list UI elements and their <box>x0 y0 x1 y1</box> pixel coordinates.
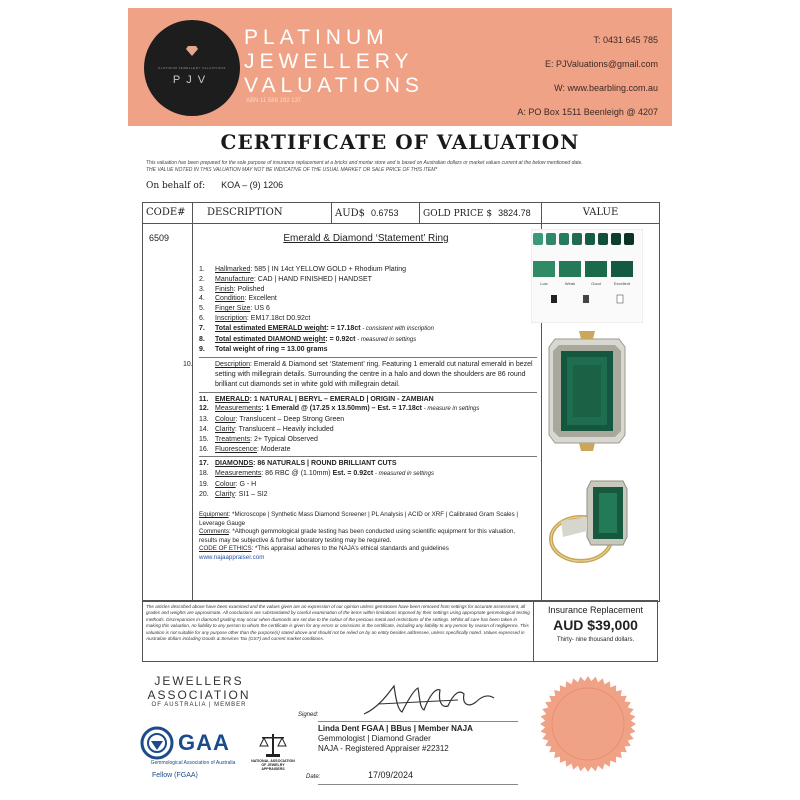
brand-line-1: PLATINUM <box>244 26 389 49</box>
equipment-note: Equipment: *Microscope | Synthetic Mass Diamond Screener | PL Analysis | ACID or XRF | Calibrated Gram Scales | Leverage Gauge <box>199 511 519 527</box>
signer-role: Gemmologist | Diamond Grader <box>318 734 431 743</box>
section-divider <box>199 357 537 358</box>
signer-details <box>318 724 473 754</box>
detail-row: 15. Treatments: 2+ Typical Observed <box>199 435 318 443</box>
company-seal <box>536 672 640 776</box>
detail-row: 16. Fluorescence: Moderate <box>199 445 291 453</box>
detail-row: 17. DIAMONDS: 86 NATURALS | ROUND BRILLIANT CUTS <box>199 460 397 468</box>
signature-icon <box>358 680 498 720</box>
ethics-note: CODE OF ETHICS: *This appraisal adheres to the NAJA’s ethical standards and guidelines <box>199 545 449 553</box>
header-banner <box>128 8 672 126</box>
detail-row: 2. Manufacture: CAD | HAND FINISHED | HANDSET <box>199 275 372 283</box>
detail-row: 14. Clarity: Translucent – Heavily included <box>199 425 334 433</box>
intro-text <box>146 160 666 174</box>
signature-line <box>318 721 518 722</box>
aud-label: AUD$ <box>335 208 366 219</box>
ring-photo-top <box>545 331 629 451</box>
gold-value: 3824.78 <box>498 208 531 218</box>
detail-row: 12. Measurements: 1 Emerald @ (17.25 x 13.50mm) – Est. = 17.18ct - measure in settings <box>199 405 480 413</box>
detail-row: 18. Measurements: 86 RBC @ (1.10mm) Est. = 0.92ct - measured in settings <box>199 470 434 478</box>
ring-photo-side <box>545 461 629 581</box>
gaa-subtitle: Gemmological Association of Australia <box>150 760 236 766</box>
insurance-box <box>534 600 658 662</box>
jewellers-association-logo <box>144 674 254 708</box>
detail-row: 9. Total weight of ring = 13.00 grams <box>199 346 328 354</box>
contact-details <box>517 28 658 124</box>
detail-row: 7. Total estimated EMERALD weight: = 17.18ct - consistent with inscription <box>199 324 434 332</box>
gaa-emblem-icon <box>140 726 174 760</box>
signer-name: Linda Dent FGAA | BBus | Member NAJA <box>318 724 473 733</box>
naja-link[interactable]: www.najaappraiser.com <box>199 553 265 561</box>
signer-registration: NAJA - Registered Appraiser #22312 <box>318 744 449 753</box>
code-header: CODE# <box>143 203 193 224</box>
date-value: 17/09/2024 <box>368 770 414 780</box>
notes-section <box>199 511 535 563</box>
brand-line-3: VALUATIONS <box>244 74 424 97</box>
detail-row: 5. Finger Size: US 6 <box>199 305 270 313</box>
date-line <box>318 784 518 785</box>
intro-line-1: This valuation has been prepared for the sole purpose of insurance replacement at a bricks and mortar store and is based on Australian dollars or market values current at the below mentioned date. <box>146 160 583 166</box>
detail-row: 19. Colour: G - H <box>199 480 257 488</box>
detail-row: 11. EMERALD: 1 NATURAL | BERYL – EMERALD | ORIGIN - ZAMBIAN <box>199 395 434 403</box>
gold-price-header <box>420 203 542 224</box>
section-divider <box>199 392 537 393</box>
detail-row: 6. Inscription: EM17.18ct D0.92ct <box>199 314 311 322</box>
pjv-logo <box>144 20 240 116</box>
detail-row: 1. Hallmarked: 585 | IN 14ct YELLOW GOLD + Rhodium Plating <box>199 266 406 273</box>
scales-icon <box>258 732 288 758</box>
chart-label-low: Low <box>540 281 548 286</box>
insurance-amount: AUD $39,000 <box>553 617 638 633</box>
diamond-icon <box>186 46 198 56</box>
naja-text: NATIONAL ASSOCIATION OF JEWELRY APPRAISERS <box>251 759 295 771</box>
chart-label-excellent: Excellent <box>613 281 631 286</box>
email: E: PJValuations@gmail.com <box>544 59 658 69</box>
page-title: CERTIFICATE OF VALUATION <box>220 130 580 154</box>
item-code: 6509 <box>149 233 170 243</box>
phone: T: 0431 645 785 <box>593 35 658 45</box>
column-divider <box>192 223 193 601</box>
brand-line-2: JEWELLERY <box>244 50 414 73</box>
detail-row: 8. Total estimated DIAMOND weight: = 0.92ct - measured in settings <box>199 335 417 343</box>
detail-row: 3. Finish: Polished <box>199 285 265 293</box>
item-details <box>183 265 537 500</box>
aud-value: 0.6753 <box>371 208 399 218</box>
ja-line-1: JEWELLERS <box>154 674 244 688</box>
date-label: Date: <box>306 774 321 780</box>
insurance-words: Thirty- nine thousand dollars. <box>556 637 635 643</box>
value-header: VALUE <box>542 203 659 224</box>
abn-number: ABN 11 588 192 137 <box>246 98 302 104</box>
disclaimer-text: The articles described above have been examined and the values given are an expression of our opinion unless gemstones have been removed from settings for accurate assessment, all grades and weights are approximate. All conclusions are substantiated by careful examination of the items within limitations imposed by their settings using appropriate gemmological testing methods. Discrepancies in diamond grading may occur when diamonds are set due to the colour of the precious metal and restrictions of the settings. Whilst all care has been taken in making this valuation, no liability to any person to whom the certificate is given for any errors or omissions in the certificate, including any liability to any person by reason of negligence. This valuation is not suitable for any purpose other than the purpose(s) stated above and should not be relied on by an entity besides addressee, unless specifically noted. Values expressed in Australian dollars including Goods & Services Tax (GST) and current market conditions. <box>142 600 534 662</box>
behalf-ref: KOA – (9) 1206 <box>221 180 284 190</box>
naja-logo <box>250 732 296 771</box>
intro-line-2: THE VALUE NOTED IN THIS VALUATION MAY NOT BE INDICATIVE OF THE USUAL MARKET OR SALE PRICE OF THIS ITEM* <box>146 167 438 173</box>
certificate-page <box>128 8 672 790</box>
on-behalf-of <box>146 180 283 191</box>
behalf-label: On behalf of: <box>146 181 206 191</box>
ja-line-3: OF AUSTRALIA | MEMBER <box>151 702 247 708</box>
ja-line-2: ASSOCIATION <box>147 688 251 702</box>
item-title: Emerald & Diamond ‘Statement’ Ring <box>283 233 449 244</box>
website: W: www.bearbling.com.au <box>554 83 658 93</box>
signed-label: Signed: <box>298 712 319 718</box>
aud-header <box>332 203 420 224</box>
address: A: PO Box 1511 Beenleigh @ 4207 <box>517 107 658 117</box>
chart-label-good: Good <box>591 281 601 286</box>
description-header: DESCRIPTION <box>193 203 332 224</box>
logo-initials: PJV <box>172 74 212 86</box>
section-divider <box>199 456 537 457</box>
valuation-table <box>142 202 660 602</box>
brand-name <box>244 26 424 98</box>
emerald-colour-chart <box>531 229 643 323</box>
comments-note: Comments: *Although gemmological grade testing has been conducted using scientific equipment for this valuation, results may be subjective & further laboratory testing may be required. <box>199 528 516 544</box>
fellow-label: Fellow (FGAA) <box>152 772 198 779</box>
description-row: 10. Description: Emerald & Diamond set ‘Statement’ ring. Featuring 1 emerald cut natural emerald in bezel setting with millegrain details. Surrounding the centre in a halo and down the shoulders are 86 round brilliant cut diamonds set in white gold with millegrain detail. <box>183 361 533 388</box>
detail-row: 13. Colour: Translucent – Deep Strong Green <box>199 416 345 424</box>
detail-row: 4. Condition: Excellent <box>199 295 277 303</box>
chart-label-weak: Weak <box>564 281 576 286</box>
gaa-text: GAA <box>178 730 230 755</box>
gold-label: GOLD PRICE $ <box>423 209 493 219</box>
insurance-label: Insurance Replacement <box>547 605 644 615</box>
detail-row: 20. Clarity: SI1 – SI2 <box>199 490 268 498</box>
logo-ring-text: PLATINUM JEWELLERY VALUATIONS <box>158 66 226 70</box>
